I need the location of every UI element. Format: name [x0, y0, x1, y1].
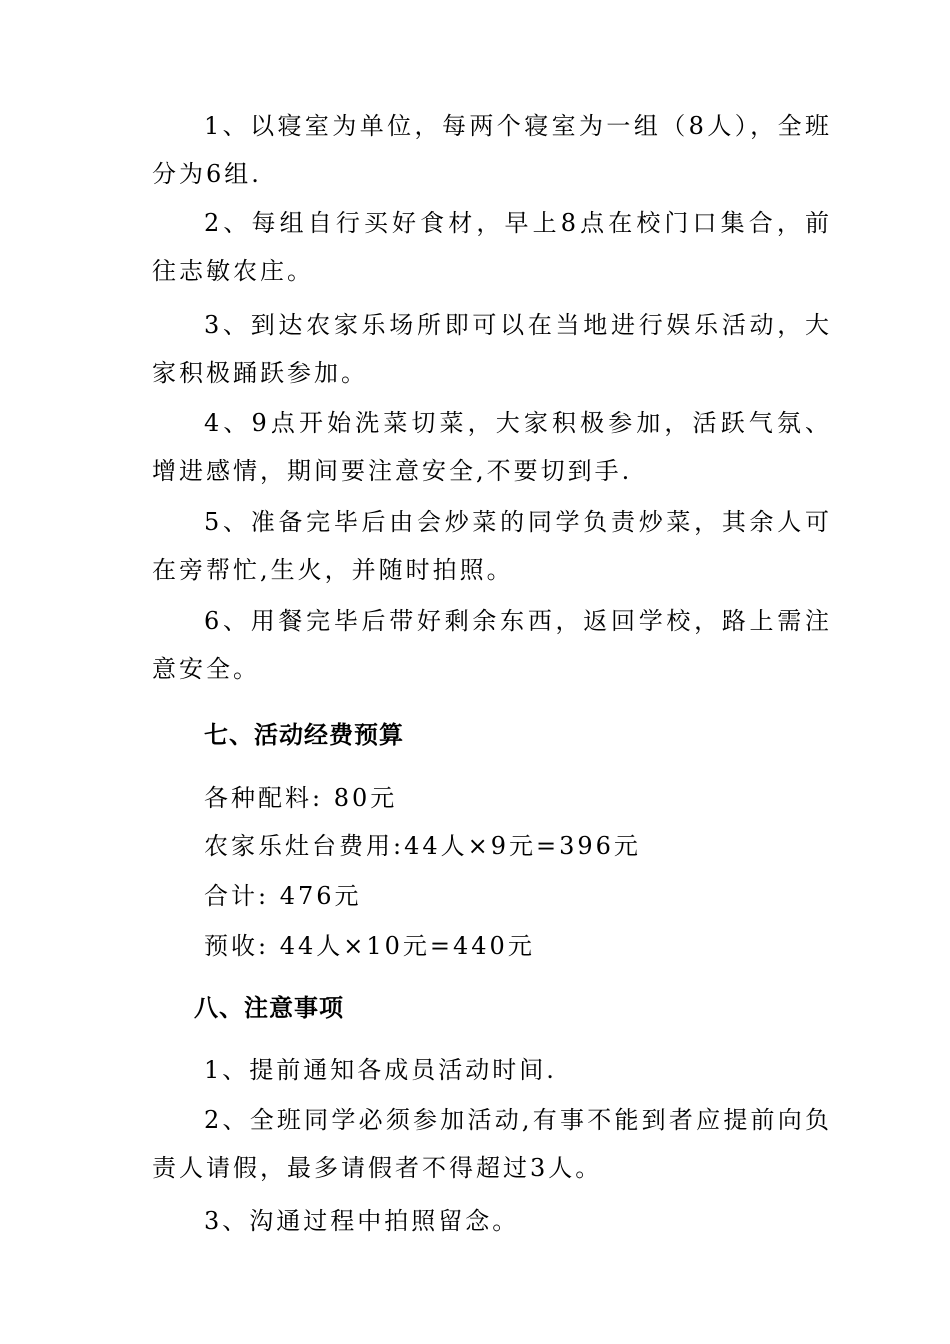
- note-item-1: 1、提前通知各成员活动时间.: [204, 1056, 557, 1084]
- activity-step-2: 2、每组自行买好食材，早上8点在校门口集合，前往志敏农庄。: [152, 209, 832, 285]
- activity-step-3: 3、到达农家乐场所即可以在当地进行娱乐活动，大家积极踊跃参加。: [152, 311, 832, 387]
- notes-heading: 八、注意事项: [194, 994, 344, 1022]
- budget-heading: 七、活动经费预算: [204, 721, 404, 749]
- activity-step-1: 1、以寝室为单位，每两个寝室为一组（8人），全班分为6组.: [152, 112, 832, 188]
- note-item-3: 3、沟通过程中拍照留念。: [204, 1207, 520, 1235]
- activity-step-5: 5、准备完毕后由会炒菜的同学负责炒菜，其余人可在旁帮忙,生火，并随时拍照。: [152, 508, 832, 584]
- budget-item-prepaid: 预收: 44人×10元=440元: [204, 932, 535, 960]
- budget-item-total: 合计: 476元: [204, 882, 362, 910]
- budget-item-stove-fee: 农家乐灶台费用:44人×9元=396元: [204, 832, 641, 860]
- note-item-2: 2、全班同学必须参加活动,有事不能到者应提前向负责人请假，最多请假者不得超过3人。: [152, 1106, 832, 1182]
- budget-item-ingredients: 各种配料: 80元: [204, 784, 398, 812]
- activity-step-4: 4、9点开始洗菜切菜，大家积极参加，活跃气氛、增进感情，期间要注意安全,不要切到手.: [152, 409, 832, 485]
- activity-step-6: 6、用餐完毕后带好剩余东西，返回学校，路上需注意安全。: [152, 607, 832, 683]
